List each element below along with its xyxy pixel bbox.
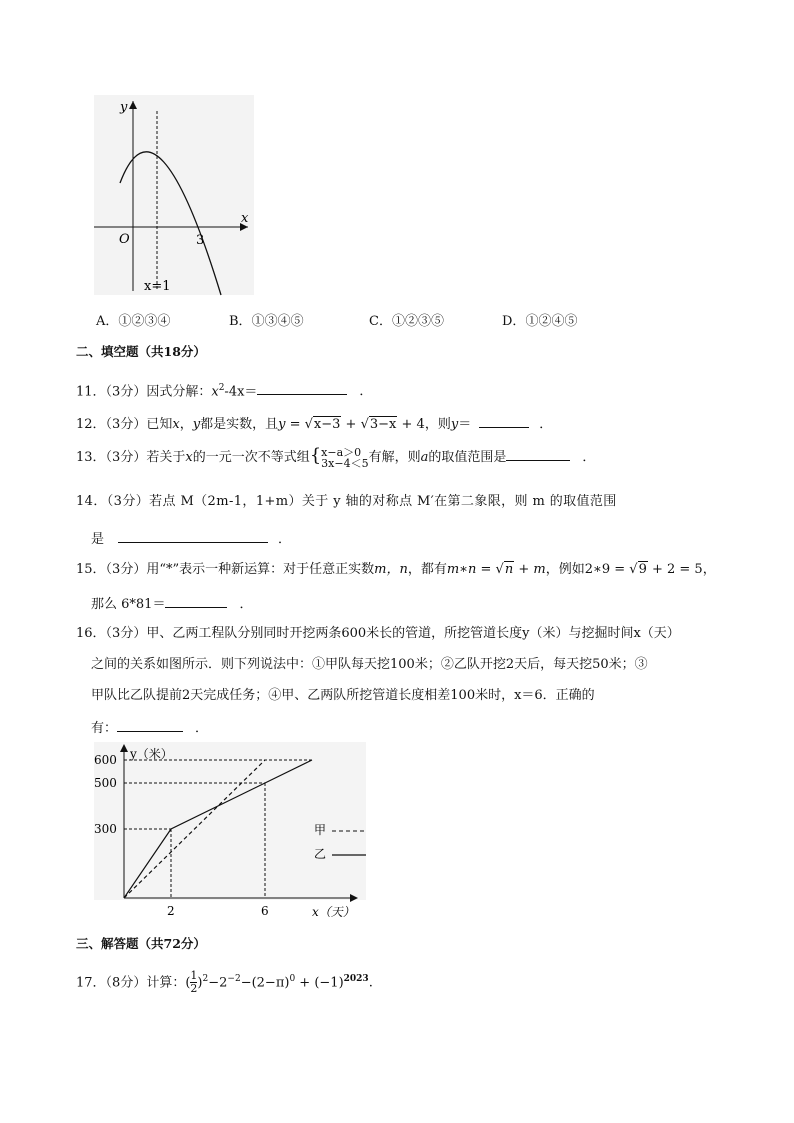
question-15: 15．（3分）用“*”表示一种新运算：对于任意正实数m，n，都有m∗n = √n + m，例如2∗9 = √9 + 2 = 5，	[76, 562, 716, 577]
math-expression: −2	[208, 975, 228, 991]
option-letter: B．	[229, 314, 252, 329]
math-op: + 4	[397, 417, 425, 432]
question-tail: ．	[239, 597, 253, 612]
math-expression: m∗n =	[446, 562, 496, 577]
y-tick-label: 300	[94, 822, 117, 836]
question-text: 计算：	[146, 975, 186, 991]
fraction-numerator: 1	[190, 969, 198, 983]
chart-background	[94, 742, 366, 900]
legend-label-yi: 乙	[314, 847, 327, 861]
math-var: x	[185, 450, 193, 465]
question-16-line4	[91, 717, 208, 739]
question-text: 的取值范围是	[428, 450, 507, 465]
question-text: 用“*”表示一种新运算：对于任意正实数	[146, 562, 375, 577]
question-text: 若关于	[146, 450, 186, 465]
question-number: 17．	[76, 975, 106, 991]
radicand: 3−x	[369, 417, 397, 432]
y-tick-label: 500	[94, 776, 117, 790]
question-16-line1: 16．（3分）甲、乙两工程队分别同时开挖两条600米长的管道，所挖管道长度y（米）与挖掘时间x（天）	[76, 626, 680, 641]
punctuation: ，	[702, 562, 716, 577]
answer-blank[interactable]	[165, 593, 227, 608]
option-b[interactable]	[229, 310, 304, 329]
inequality-system	[321, 447, 368, 469]
option-c[interactable]	[369, 310, 444, 329]
question-11	[76, 378, 372, 402]
question-number: 13．	[76, 450, 106, 465]
fraction-denominator: 2	[190, 982, 198, 996]
punctuation: .	[368, 975, 373, 991]
radicand: x−3	[313, 417, 341, 432]
excavation-chart	[86, 742, 366, 922]
math-var: x	[211, 384, 219, 400]
parabola-figure	[88, 95, 258, 300]
question-score: （3分）	[105, 417, 147, 432]
inequality-1: x−a＞0	[321, 445, 362, 459]
math-var: x	[172, 417, 180, 432]
math-vars: m，n	[374, 562, 408, 577]
question-number: 12．	[76, 417, 106, 432]
question-text: 因式分解：	[146, 384, 212, 400]
origin-label: O	[119, 232, 130, 247]
math-exponent: 2023	[343, 974, 369, 984]
question-score: （3分）	[105, 450, 147, 465]
question-17: 17．（8分）计算：( $\frac{1}{2}$ )$^2-2^{-2}-(2-\pi)^0 + (-1)^{2023}$.	[76, 969, 373, 996]
option-letter: A．	[96, 314, 119, 329]
answer-blank[interactable]	[118, 528, 268, 543]
x-axis-label: x（天）	[312, 905, 355, 919]
y-axis-label: y	[120, 100, 128, 115]
radicand: n	[504, 562, 514, 577]
question-text: 是	[91, 532, 105, 547]
question-16-line3: 甲队比乙队提前2天完成任务；④甲、乙两队所挖管道长度相差100米时，x＝6．正确的	[91, 688, 595, 703]
question-score: （3分）	[105, 384, 147, 400]
question-12: 12．（3分）已知x，y都是实数，且y = √x−3 + √3−x + 4，则y＝ ．	[76, 413, 552, 435]
question-tail: ．	[539, 417, 553, 432]
math-var: y	[192, 417, 201, 432]
answer-blank[interactable]	[506, 446, 570, 461]
question-15-line2	[91, 593, 252, 615]
option-letter: D．	[502, 314, 526, 329]
question-text: ，都有	[407, 562, 447, 577]
math-expression: 2∗9 =	[584, 562, 630, 577]
question-tail: ．	[359, 384, 373, 400]
option-text: ①③④⑤	[251, 314, 304, 329]
math-expression: + (−1)	[295, 975, 344, 991]
question-score: （3分）	[105, 562, 147, 577]
math-expression: -4x＝	[224, 384, 258, 400]
y-tick-label: 600	[94, 753, 117, 767]
radicand: 9	[638, 562, 647, 577]
question-13: 13．（3分）若关于x的一元一次不等式组{ x−a＞0 3x−4＜5 有解，则a的取值范围是 ．	[76, 445, 596, 470]
x-tick-label: 6	[261, 904, 269, 918]
root-label: 3	[196, 233, 205, 248]
question-tail: ．	[582, 450, 596, 465]
option-text: ①②④⑤	[525, 314, 578, 329]
x-tick-label: 2	[167, 904, 175, 918]
section-heading: 三、解答题（共72分）	[76, 936, 206, 951]
inequality-2: 3x−4＜5	[321, 456, 369, 470]
math-expression: + m	[514, 562, 546, 577]
question-14-line2	[91, 528, 291, 550]
question-text: ，例如	[545, 562, 585, 577]
section-heading: 二、填空题（共18分）	[76, 344, 206, 359]
math-var: y	[450, 417, 459, 432]
question-tail: ．	[195, 721, 209, 736]
question-14: 14．（3分）若点 M（2m-1，1+m）关于 y 轴的对称点 M′在第二象限，则 m 的取值范围	[76, 494, 617, 509]
question-number: 15．	[76, 562, 106, 577]
question-16-line2: 之间的关系如图所示．则下列说法中：①甲队每天挖100米；②乙队开挖2天后，每天挖50米；③	[91, 657, 648, 672]
question-score: （8分）	[105, 975, 147, 991]
x-axis-label: x	[241, 211, 249, 226]
option-letter: C．	[369, 314, 392, 329]
math-expression: −(2−π)	[240, 975, 290, 991]
legend-label-jia: 甲	[314, 823, 327, 837]
math-expression: + 2 = 5	[647, 562, 703, 577]
math-exponent: 0	[289, 974, 296, 984]
question-text: 的一元一次不等式组	[192, 450, 310, 465]
answer-blank[interactable]	[257, 380, 347, 395]
option-text: ①②③④	[118, 314, 171, 329]
math-var: a	[420, 450, 429, 465]
math-exponent: 2	[202, 974, 209, 984]
math-exponent: 2	[218, 383, 225, 393]
question-text: 已知	[146, 417, 173, 432]
option-d[interactable]	[502, 310, 577, 329]
axis-of-symmetry-label: x=1	[144, 279, 171, 294]
math-exponent: −2	[227, 974, 241, 984]
separator: ，	[179, 417, 193, 432]
question-number: 11．	[76, 384, 106, 400]
y-axis-label: y（米）	[130, 747, 173, 761]
question-text: ，则	[424, 417, 451, 432]
question-text: 那么 6*81＝	[91, 597, 166, 612]
question-text: 有：	[91, 721, 118, 736]
question-text: 都是实数，且	[200, 417, 279, 432]
question-text: 有解，则	[368, 450, 421, 465]
figure-background	[94, 95, 254, 295]
question-text: ＝	[458, 417, 472, 432]
answer-blank[interactable]	[117, 717, 183, 732]
math-var: y	[278, 417, 286, 432]
math-op: +	[341, 417, 361, 432]
option-text: ①②③⑤	[391, 314, 444, 329]
option-a[interactable]	[96, 310, 170, 329]
question-tail: ．	[278, 532, 292, 547]
answer-blank[interactable]	[479, 413, 529, 428]
math-op: =	[285, 417, 305, 432]
